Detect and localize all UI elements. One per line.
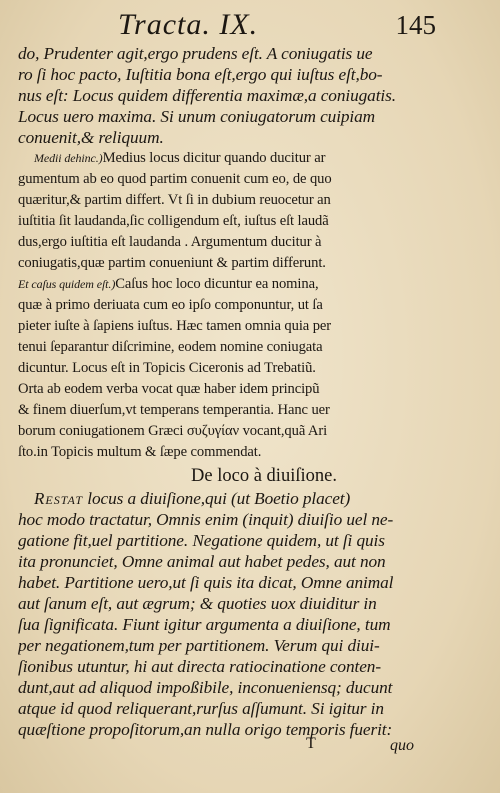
lemma-note: Et caſus quidem eſt.) (18, 277, 116, 291)
commentary-text: Medius locus dicitur quando ducitur ar (102, 150, 326, 166)
text-line: conuenit,& reliquum. (18, 128, 164, 147)
text-line-rest: locus a diuiſione,qui (ut Boetio placet) (83, 489, 351, 508)
text-line: Locus uero maxima. Si unum coniugatorum cuipiam (18, 107, 376, 126)
initial-word: Restat (34, 489, 84, 508)
text-line: ſionibus utuntur, hi aut directa ratiocinatione conten- (18, 657, 381, 676)
commentary-line: borum coniugationem Græci συζυγίαν vocant,quã Ari (18, 423, 328, 439)
text-line: habet. Partitione uero,ut ſi quis ita dicat, Omne animal (18, 573, 394, 592)
commentary-line: Orta ab eodem verba vocat quæ haber idem principũ (18, 381, 320, 397)
text-line: do, Prudenter agit,ergo prudens eſt. A coniugatis ue (18, 44, 373, 63)
text-line: nus eſt: Locus quidem differentia maximæ,a coniugatis. (18, 86, 396, 105)
text-line (18, 488, 470, 509)
text-line: ro ſi hoc pacto, Iuſtitia bona eſt,ergo qui iuſtus eſt,bo- (18, 65, 383, 84)
page-footer (0, 735, 500, 759)
commentary-line: gumentum ab eo quod partim conuenit cum eo, de quo (18, 171, 332, 187)
commentary-line: & finem diuerſum,vt temperans temperantia. Hanc uer (18, 402, 330, 418)
text-line: ita pronunciet, Omne animal aut habet pedes, aut non (18, 552, 386, 571)
text-line: aut ſanum eſt, aut ægrum; & quoties uox diuiditur in (18, 594, 377, 613)
text-line: gatione fit,uel partitione. Negatione quidem, ut ſi quis (18, 531, 385, 550)
commentary-text: Caſus hoc loco dicuntur ea nomina, (115, 276, 319, 292)
page-number: 145 (395, 10, 436, 40)
commentary-line: pieter iuſte à ſapiens iuſtus. Hæc tamen omnia quia per (18, 318, 332, 334)
commentary-line: quæritur,& partim differt. Vt ſi in dubium reuocetur an (18, 192, 331, 208)
commentary-line: dicuntur. Locus eſt in Topicis Ciceronis ad Trebatiũ. (18, 360, 316, 376)
commentary-line: coniugatis,quæ partim conueniunt & partim differunt. (18, 255, 326, 271)
commentary-line (18, 148, 470, 169)
commentary-line: dus,ergo iuſtitia eſt laudanda . Argumentum ducitur à (18, 234, 322, 250)
lemma-note: Medii dehinc.) (34, 151, 103, 165)
text-line: per negationem,tum per partitionem. Verum qui diui- (18, 636, 380, 655)
page-header (0, 8, 500, 42)
catchword: quo (390, 737, 414, 754)
text-line: ſua ſignificata. Fiunt igitur argumenta a diuiſione, tum (18, 615, 391, 634)
text-line: atque id quod reliquerant,rurſus aſſumunt. Si igitur in (18, 699, 384, 718)
section-heading: De loco à diuiſione. (191, 466, 337, 486)
running-title: Tracta. IX. (118, 8, 259, 41)
commentary-line (18, 274, 470, 295)
commentary-line: tenui ſeparantur diſcrimine, eodem nomine coniugata (18, 339, 323, 355)
body-text (18, 43, 470, 740)
commentary-line: iuſtitia ſit laudanda,ſic colligendum eſt, iuſtus eſt laudã (18, 213, 329, 229)
signature-mark: T (306, 735, 316, 752)
commentary-line: quæ à primo deriuata cum eo ipſo componuntur, ut ſa (18, 297, 323, 313)
text-line: quæſtione propoſitorum,an nulla origo temporis fuerit: (18, 720, 393, 739)
commentary-line: ſto.in Topicis multum & ſæpe commendat. (18, 444, 262, 460)
text-line: dunt,aut ad aliquod impoßibile, inconueniensq; ducunt (18, 678, 393, 697)
text-line: hoc modo tractatur, Omnis enim (inquit) diuiſio uel ne- (18, 510, 394, 529)
